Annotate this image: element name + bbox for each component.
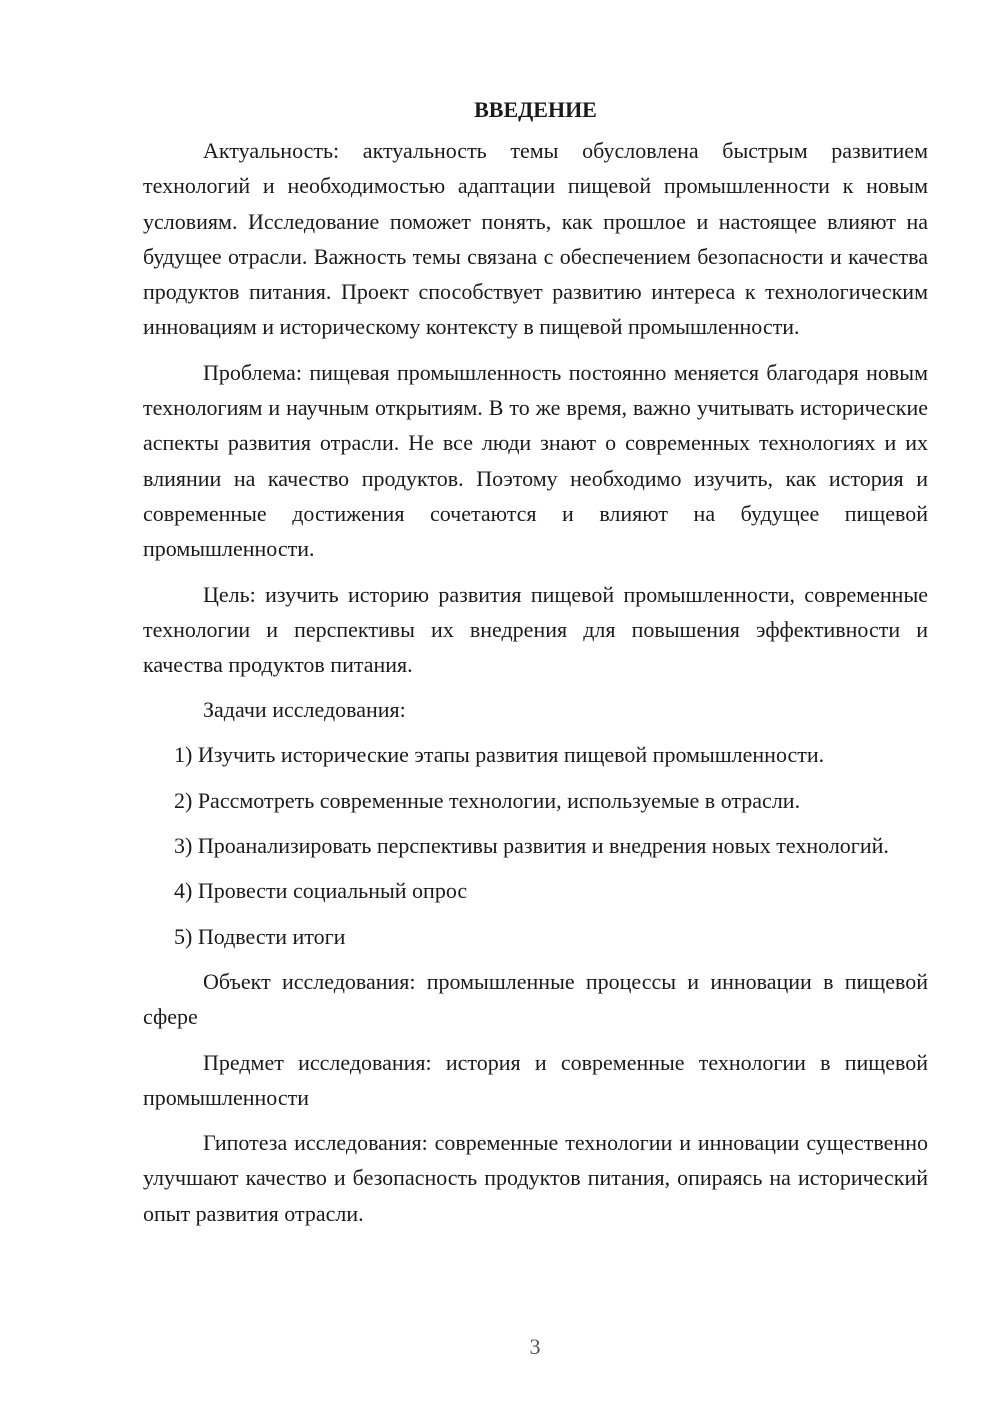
- paragraph-problem: Проблема: пищевая промышленность постоянно меняется благодаря новым технологиям и научным открытиям. В то же время, важно учитывать исторические аспекты развития отрасли. Не все люди знают о современных технологиях и их влиянии на качество продуктов. Поэтому необходимо изучить, как история и современные достижения сочетаются и влияют на будущее пищевой промышленности.: [143, 359, 928, 562]
- paragraph-hypothesis: Гипотеза исследования: современные технологии и инновации существенно улучшают качество и безопасность продуктов питания, опираясь на исторический опыт развития отрасли.: [143, 1130, 928, 1226]
- tasks-heading: Задачи исследования:: [203, 697, 406, 723]
- page-content: [143, 92, 928, 1241]
- tasks-list: [143, 737, 928, 953]
- task-item: 5) Подвести итоги: [174, 923, 346, 949]
- paragraph-relevance: Актуальность: актуальность темы обусловлена быстрым развитием технологий и необходимостью адаптации пищевой промышленности к новым условиям. Исследование поможет понять, как прошлое и настоящее влияют на будущее отрасли. Важность темы связана с обеспечением безопасности и качества продуктов питания. Проект способствует развитию интереса к технологическим инновациям и историческому контексту в пищевой промышленности.: [143, 138, 928, 340]
- task-item: 1) Изучить исторические этапы развития пищевой промышленности.: [174, 742, 825, 768]
- page-title: ВВЕДЕНИЕ: [474, 97, 597, 122]
- task-item: 3) Проанализировать перспективы развития и внедрения новых технологий.: [174, 833, 889, 859]
- task-item: 2) Рассмотреть современные технологии, используемые в отрасли.: [174, 787, 801, 813]
- paragraph-object: Объект исследования: промышленные процессы и инновации в пищевой сфере: [143, 968, 928, 1030]
- paragraph-goal: Цель: изучить историю развития пищевой промышленности, современные технологии и перспективы их внедрения для повышения эффективности и качества продуктов питания.: [143, 581, 928, 678]
- page-number: 3: [529, 1334, 541, 1359]
- paragraph-subject: Предмет исследования: история и современные технологии в пищевой промышленности: [143, 1049, 928, 1110]
- task-item: 4) Провести социальный опрос: [174, 878, 468, 904]
